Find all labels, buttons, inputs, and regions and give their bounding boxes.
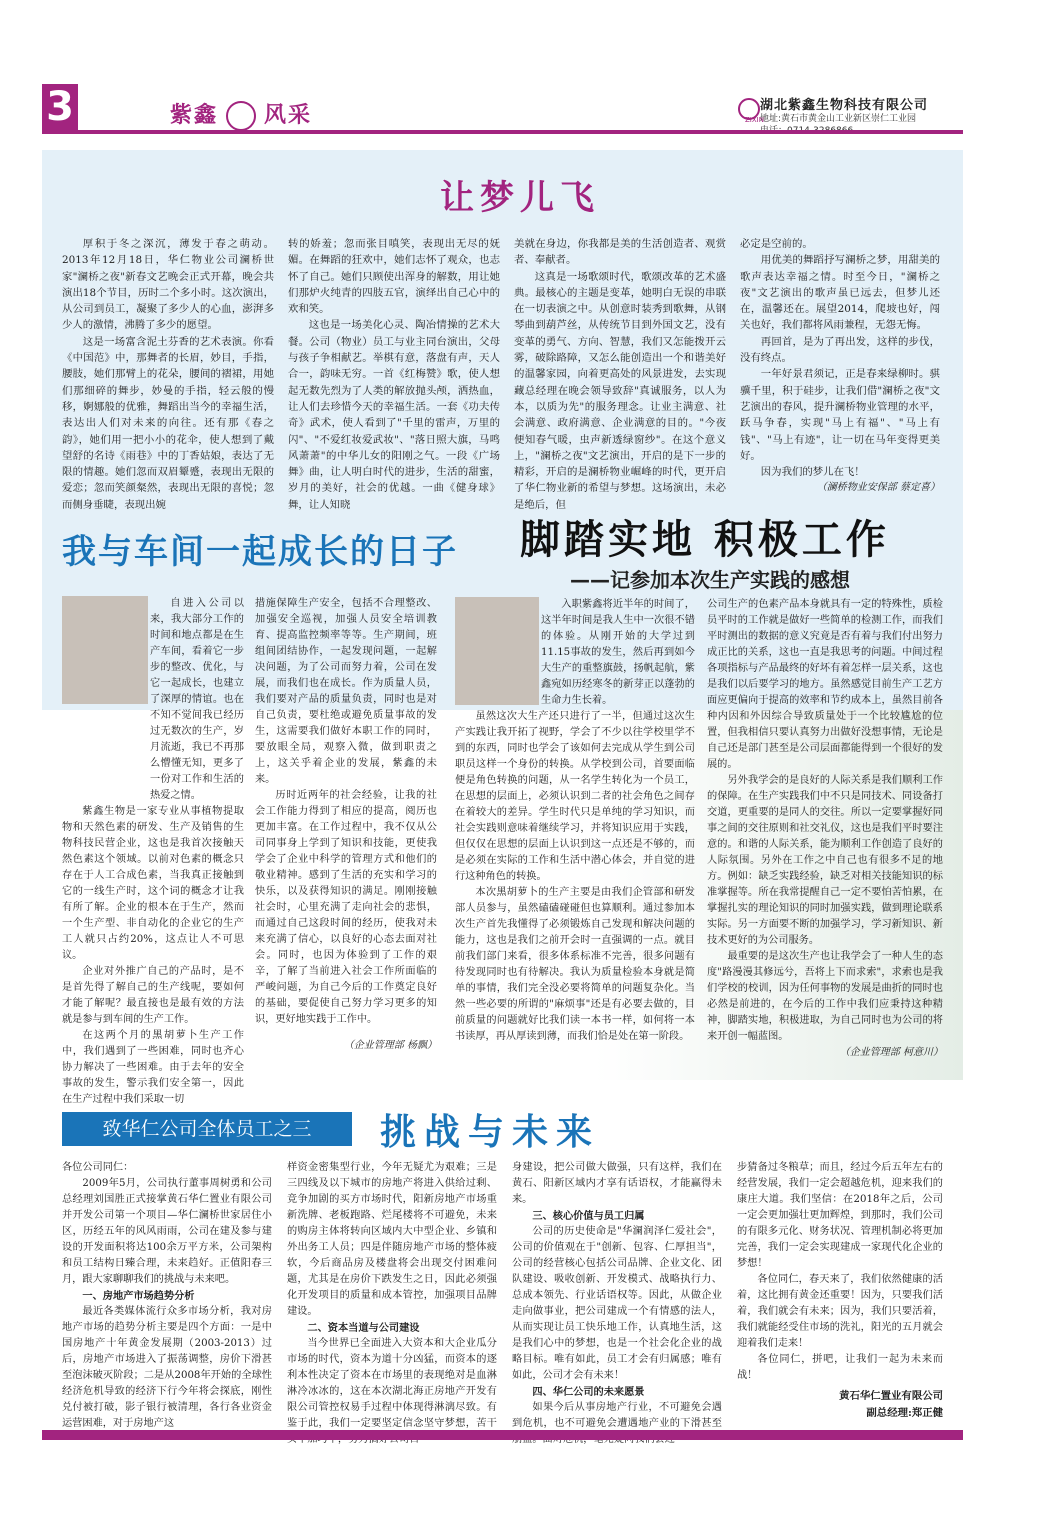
logo-text: ZIXIN	[745, 116, 764, 124]
article1-col2	[288, 236, 500, 513]
subheading: 四、华仁公司的未来愿景	[532, 1386, 645, 1398]
signature-company: 黄石华仁置业有限公司	[839, 1390, 943, 1402]
paragraph: 在这两个月的黑胡萝卜生产工作中，我们遇到了一些困难，同时也齐心协力解决了一些困难。由于去年的安全事故的发生，警示我们安全第一，因此在生产过程中我们采取一切	[62, 1030, 244, 1105]
article3-col1	[455, 597, 695, 1045]
paragraph: 这是一场富含泥土芬香的艺术表演。你看《中国范》中，那舞者的长眉，妙目，手指，腰肢，她们那臂上的花朵，腰间的褶裙，用她们那细碎的舞步，妙曼的手指，轻云般的慢移，婀娜般的优雅，舞蹈出当今的幸福生活，表达出人们对未来的向往。还有那《春之韵》，她们用一把小小的花伞，使人想到了戴望舒的名诗《雨巷》中的丁香姑娘，表达了无限的情趣。她们忽而双眉颦蹙，表现出无限的爱恋；忽而笑颜粲然，表现出无限的喜悦；忽而侧身垂睫，表现出婉	[62, 335, 274, 511]
paragraph: 样资金密集型行业，今年无疑尤为艰难；三是三四线及以下城市的房地产将进入供给过剩、竞争加剧的买方市场时代，阳新房地产市场重新洗牌、老板跑路、烂尾楼将不可避免，未来的购房主体将转向区域内大中型企业、乡镇和外出务工人员；四是伴随房地产市场的整体疲软，今后商品房及楼盘将会出现交付困难问题，尤其是在房价下跌发生之日，因此必须强化开发项目的质量和成本管控，加强项目品牌建设。	[287, 1162, 497, 1317]
paragraph: 本次黑胡萝卜的生产主要是由我们企管部和研发部人员参与，虽然磕磕碰碰但也算顺利。通过参加本次生产首先我懂得了必须锻炼自己发现和解决问题的能力，这也是我们之前开会时一直强调的一点。就目前我们部门来看，很多体系标准不完善，很多问题有待发现同时也有待解决。我认为质量检验本身就是简单的事情，我们完全没必要将简单的问题复杂化。当然一些必要的所谓的"麻烦事"还是有必要去做的，目前质量的问题就好比我们读一本书一样，如何将一本书读厚，再从厚读到薄，而我们恰是处在第一阶段。	[455, 887, 695, 1042]
article4-banner: 致华仁公司全体员工之三	[62, 1112, 352, 1146]
paragraph: 公司生产的色素产品本身就具有一定的特殊性，质检员平时的工作就是做好一些简单的检测工作，而我们平时测出的数据的意义究竟是否有着与我们付出努力成正比的关系，这也一直是我思考的问题。中间过程各项指标与产品最终的好坏有着怎样一层关系，这也是我们以后要学习的地方。虽然感觉目前生产工艺方面应更偏向于提高的效率和节约成本上，虽然目前各种内因和外因综合导致质量处于一个比较尴尬的位置，但我相信只要认真努力出做好没想事情，无论是自己还是部门甚至是公司层面都能得到一个很好的发展的。	[707, 599, 943, 770]
article3-title: 脚踏实地 积极工作	[520, 516, 890, 563]
paragraph: 措施保障生产安全，包括不合理整改、加强安全巡视，加强人员安全培训教育、提高监控频率等等。生产期间，班组间团结协作，一起发现问题，一起解决问题，为了公司而努力着，公司在发展，而我们也在成长。作为质量人员，我们要对产品的质量负责，同时也是对自己负责，要杜绝或避免质量事故的发生，这需要我们做好本职工作的同时，要放眼全局，观察入微，做到职责之上，这关乎着企业的发展，紫鑫的未来。	[255, 598, 437, 785]
paragraph: 各位同仁，拼吧，让我们一起为未来而战！	[737, 1354, 943, 1381]
article3-col2	[707, 597, 943, 1061]
article1-col3	[514, 236, 726, 513]
article2-title: 我与车间一起成长的日子	[62, 532, 458, 572]
company-name: 湖北紫鑫生物科技有限公司	[760, 98, 929, 113]
paragraph: 当今世界已全面进入大资本和大企业瓜分市场的时代，资本为道十分凶猛，而资本的逐利本性决定了资本在市场里的表现绝对是血淋淋冷冰冰的，这在本次湖北海正房地产开发有限公司管控权易手过程中体现得淋漓尽致。有鉴于此，我们一定要坚定信念坚守梦想，苦干	[287, 1338, 497, 1429]
paragraph: 如果今后从事房地产行业，不可避免会遇到危机，也不可避免会遭遇地产业的下滑甚至	[512, 1402, 722, 1429]
paragraph: 各位公司同仁：	[62, 1162, 134, 1173]
paragraph: 步猜备过冬粮草；而且，经过今后五年左右的经营发展，我们一定会超越危机，迎来我们的康庄大道。我们坚信：在2018年之后，公司一定会更加强壮更加辉煌，到那时，我们公司的有限多元化、财务状况、管理机制必将更加完善，我们一定会实现建成一家现代化企业的梦想！	[737, 1162, 943, 1269]
paragraph: 用优美的舞蹈抒写澜桥之梦，用甜美的歌声表达幸福之情。时至今日，"澜桥之夜"文艺演出的歌声虽已远去，但梦儿还在，温馨还在。展望2014，爬坡也好，闯关也好，我们都将风雨兼程，无怨无悔。	[740, 254, 940, 332]
paragraph: 一年好景君须记，正是春来绿柳时。骐骥千里，积于硅步，让我们借"澜桥之夜"文艺演出的春风，提升澜桥物业管理的水平，跃马争春，实现"马上有福"、"马上有钱"、"马上有迹"，让一切在马年变得更美好。	[740, 368, 940, 462]
subheading: 三、核心价值与员工归属	[532, 1210, 645, 1222]
paragraph: 企业对外推广自己的产品时，是不是首先得了解自己的生产线呢，要如何才能了解呢？最直接也是最有效的方法就是参与到车间的生产工作。	[62, 966, 244, 1025]
page-number: 3	[42, 84, 78, 130]
paragraph: 这也是一场美化心灵、陶冶情操的艺术大餐。公司（物业）员工与业主同台演出，父母与孩子争相献艺。举棋有意，落盘有声，天人合一，韵味无穷。一首《红梅赞》歌，使人想起无数先烈为了人类的解放抛头颅，洒热血，让人们去珍惜今天的幸福生活。一套《功夫传奇》武术，使人看到了"千里的雷声，万里的闪"、"不爱红妆爱武妆"、"落日照大旗，马鸣风萧萧"的中华儿女的阳刚之气。一段《广场舞》曲，让人明白时代的进步，生活的甜蜜，岁月的美好，社会的优越。一曲《健身球》舞，让人知晓	[288, 319, 500, 511]
paragraph: 身建设，把公司做大做强，只有这样，我们在黄石、阳新区域内才享有话语权，才能赢得未来。	[512, 1162, 722, 1205]
paragraph: 入职紫鑫将近半年的时间了，这半年时间是我人生中一次很不错的体验。从刚开始的大学过到11.15事故的发生，然后再到如今大生产的重整旗鼓，扬帆起航，紫鑫宛如历经寒冬的新芽正以蓬勃的生命力生长着。	[541, 599, 695, 706]
paragraph: 转的娇羞；忽而张目嗔笑，表现出无尽的妩媚。在舞蹈的狂欢中，她们志怀了观众，也志怀了自己。她们只顾使出浑身的解数，用让她们那炉火纯青的四肢五官，演绎出自己心中的欢和笑。	[288, 238, 500, 316]
paragraph: 这真是一场歌颂时代，歌颂改革的艺术盛典。最核心的主题是变革，她明白无误的串联在一切表演之中。从创意时装秀到歌舞，从钢琴曲到葫芦丝，从传统节目到外国文艺，没有变革的勇气、方向、智慧，我们又怎能拨开云雾，破除路障，又怎么能创造出一个和谐美好的温馨家园，向着更高处的风景进发，去实现藏总经理在晚会领导致辞"真诚服务，以人为本，以质为先"的服务理念。让业主满意、社会满意、政府满意、企业满意的目的。"今夜便知春气暖，虫声新透绿窗纱"。在这个意义上，"澜桥之夜"文艺演出，开启的是下一步的精彩，开启的是澜桥物业崛峰的时代，更开启了华仁物业新的希望与梦想。这场演出，未必是绝后，但	[514, 270, 726, 511]
article2-col1	[62, 596, 244, 1108]
article1-title: 让梦儿飞	[440, 178, 600, 218]
paragraph: 自进入公司以来，我大部分工作的时间和地点都是在生产车间，看着它一步步的整改、优化，与它一起成长，也建立了深厚的情谊。也在不知不觉间我已经历过无数次的生产，岁月流逝，我已不再那么懵懂无知，更多了一份对工作和生活的热爱之情。	[150, 598, 244, 801]
company-address: 地址:黄石市黄金山工业新区崇仁工业园	[760, 114, 917, 124]
article3-signature: （企业管理部 柯意川）	[839, 1047, 943, 1058]
section-header	[170, 98, 500, 128]
article4-col1	[62, 1160, 272, 1432]
paragraph: 最近各类媒体流行众多市场分析，我对房地产市场的趋势分析主要是四个方面：一是中国房地产十年黄金发展期（2003-2013）过后，房地产市场进入了振荡调整，房价下滑甚至泡沫破灭阶段；二是从2008年开始的全球性经济危机导致的经济下行今年将会探底，刚性兑付被打破，影子银行被清理，各行各业资金运营困难，对于房地产这	[62, 1306, 272, 1429]
article4-title: 挑战与未来	[380, 1112, 601, 1153]
paragraph: 最重要的是这次生产也让我学会了一种人生的态度"路漫漫其修远兮，吾将上下而求索"，求索也是我们学校的校训，因为任何事物的发展是曲折的同时也必然是前进的，在今后的工作中我们应秉持这种精神，脚踏实地，积极进取，为自己同时也为公司的将来开创一幅蓝图。	[707, 951, 943, 1042]
paragraph: 厚积于冬之深沉，薄发于春之萌动。2013年12月18日，华仁物业公司澜桥世家"澜桥之夜"新春文艺晚会正式开幕，晚会共演出18个节目，历时二个多小时。这次演出，从公司到员工，凝聚了多少人的心血，澎湃多少人的激情，沸腾了多少的愿望。	[62, 238, 274, 332]
article4-col4	[737, 1160, 943, 1384]
section-title-left: 紫鑫	[170, 103, 219, 128]
article1-col1	[62, 236, 274, 513]
paragraph: 虽然这次大生产还只进行了一半，但通过这次生产实践让我开拓了视野，学会了不少以往学校里学不到的东西，同时也学会了该如何去完成从学生到公司职员这样一个身份的转换。从学校到公司，首要面临便是角色转换的问题，从一名学生转化为一个员工，在思想的层面上，必须认识到二者的社会角色之间存在着较大的差异。学生时代只是单纯的学习知识，而社会实践则意味着继续学习，并将知识应用于实践，但仅仅在思想的层面上认识到这一点还是不够的，而是必须在实际的工作和生活中潜心体会，并自觉的进行这种角色的转换。	[455, 711, 695, 882]
article3-subtitle: ——记参加本次生产实践的感想	[570, 568, 850, 592]
paragraph: 再回首，是为了再出发，这样的步伐，没有终点。	[740, 335, 940, 365]
paragraph: 紫鑫生物是一家专业从事植物提取物和天然色素的研发、生产及销售的生物科技民营企业，这也是我首次接触天然色素这个领域。以前对色素的概念只存在于人工合成色素，当我真正接触到它的一线生产时，这个词的概念才让我有所了解。企业的根本在于生产，然而一个生产型、非自动化的企业它的生产工人就只占约20%，这点让人不可思议。	[62, 806, 244, 961]
paragraph: 美就在身边，你我都是美的生活创造者、观赏者、奉献者。	[514, 238, 726, 267]
seal-icon	[226, 101, 256, 131]
article4-col2	[287, 1160, 497, 1448]
signature-person: 副总经理:郑正健	[866, 1407, 943, 1419]
paragraph: 公司的历史使命是"华澜润泽仁爱社会"，公司的价值观在于"创新、包容、仁厚担当"，公司的经营核心包括公司品牌、企业文化、团队建设、吸收创新、开发模式、战略执行力、总成本领先、行业话语权等。因此，从做企业走向做事业，把公司建成一个有情感的法人，从而实现让员工快乐地工作，认真地生活，这是我们心中的梦想，也是一个社会化企业的战略目标。唯有如此，员工才会有归属感；唯有如此，公司才会有未来！	[512, 1226, 722, 1381]
header-rule	[42, 130, 963, 134]
paragraph: 各位同仁，春天来了，我们依然健康的活着，这比拥有黄金还重要！因为，只要我们活着，我们就会有未来；因为，我们只要活着，我们就能经受住市场的洗礼，阳光的五月就会迎着我们走来！	[737, 1274, 943, 1349]
article4-signature	[737, 1388, 943, 1422]
paragraph: 历时近两年的社会经验，让我的社会工作能力得到了相应的提高，阅历也更加丰富。在工作过程中，我不仅从公司同事身上学到了知识和技能，更使我学会了企业中科学的管理方式和他们的敬业精神。感到了生活的充实和学习的快乐，以及获得知识的满足。刚刚接触社会时，心里充满了走向社会的悲惧，而通过自己这段时间的经历，使我对未来充满了信心，以良好的心态去面对社会。同时，也因为体验到了工作的艰辛，了解了当前进入社会工作所面临的严峻问题，为自己今后的工作奠定良好的基础，要促使自己努力学习更多的知识，更好地实践于工作中。	[255, 790, 437, 1025]
footer-rule	[42, 1430, 963, 1440]
section-title-right: 风采	[264, 103, 313, 128]
article4-col3	[512, 1160, 722, 1448]
subheading: 二、资本当道与公司建设	[307, 1322, 420, 1334]
article1-signature: （澜桥物业安保部 蔡定喜）	[816, 482, 940, 494]
subheading: 一、房地产市场趋势分析	[82, 1290, 195, 1302]
article1-col4	[740, 236, 940, 497]
paragraph: 因为我们的梦儿在飞！	[760, 466, 865, 479]
article2-signature: （企业管理部 杨飘）	[343, 1040, 437, 1051]
article2-col2	[255, 596, 437, 1054]
paragraph: 2009年5月，公司执行董事周树勇和公司总经理刘国胜正式接掌黄石华仁置业有限公司并开发公司第一个项目—华仁澜桥世家居住小区，历经五年的风风雨雨，公司在建及参与建设的开发面积将达100余万平方米，公司架构和员工结构日臻合理，未来趋好。正值阳春三月，跟大家聊聊我们的挑战与未来吧。	[62, 1178, 272, 1285]
paragraph: 另外我学会的是良好的人际关系是我们顺利工作的保障。在生产实践我们中不只是同技术、同设备打交道，更重要的是同人的交往。所以一定要掌握好同事之间的交往原则和社交礼仪，这也是我们平时要注意的。和谐的人际关系，能为顺利工作创造了良好的人际氛围。另外在工作之中自己也有很多不足的地方。例如：缺乏实践经验，缺乏对相关技能知识的标准掌握等。所在我常提醒自己一定不要怕苦怕累，在掌握扎实的理论知识的同时加强实践，做到理论联系实际。另一方面要不断的加强学习，学习新知识、新技术更好的为公司服务。	[707, 775, 943, 946]
paragraph: 必定是空前的。	[740, 238, 813, 250]
